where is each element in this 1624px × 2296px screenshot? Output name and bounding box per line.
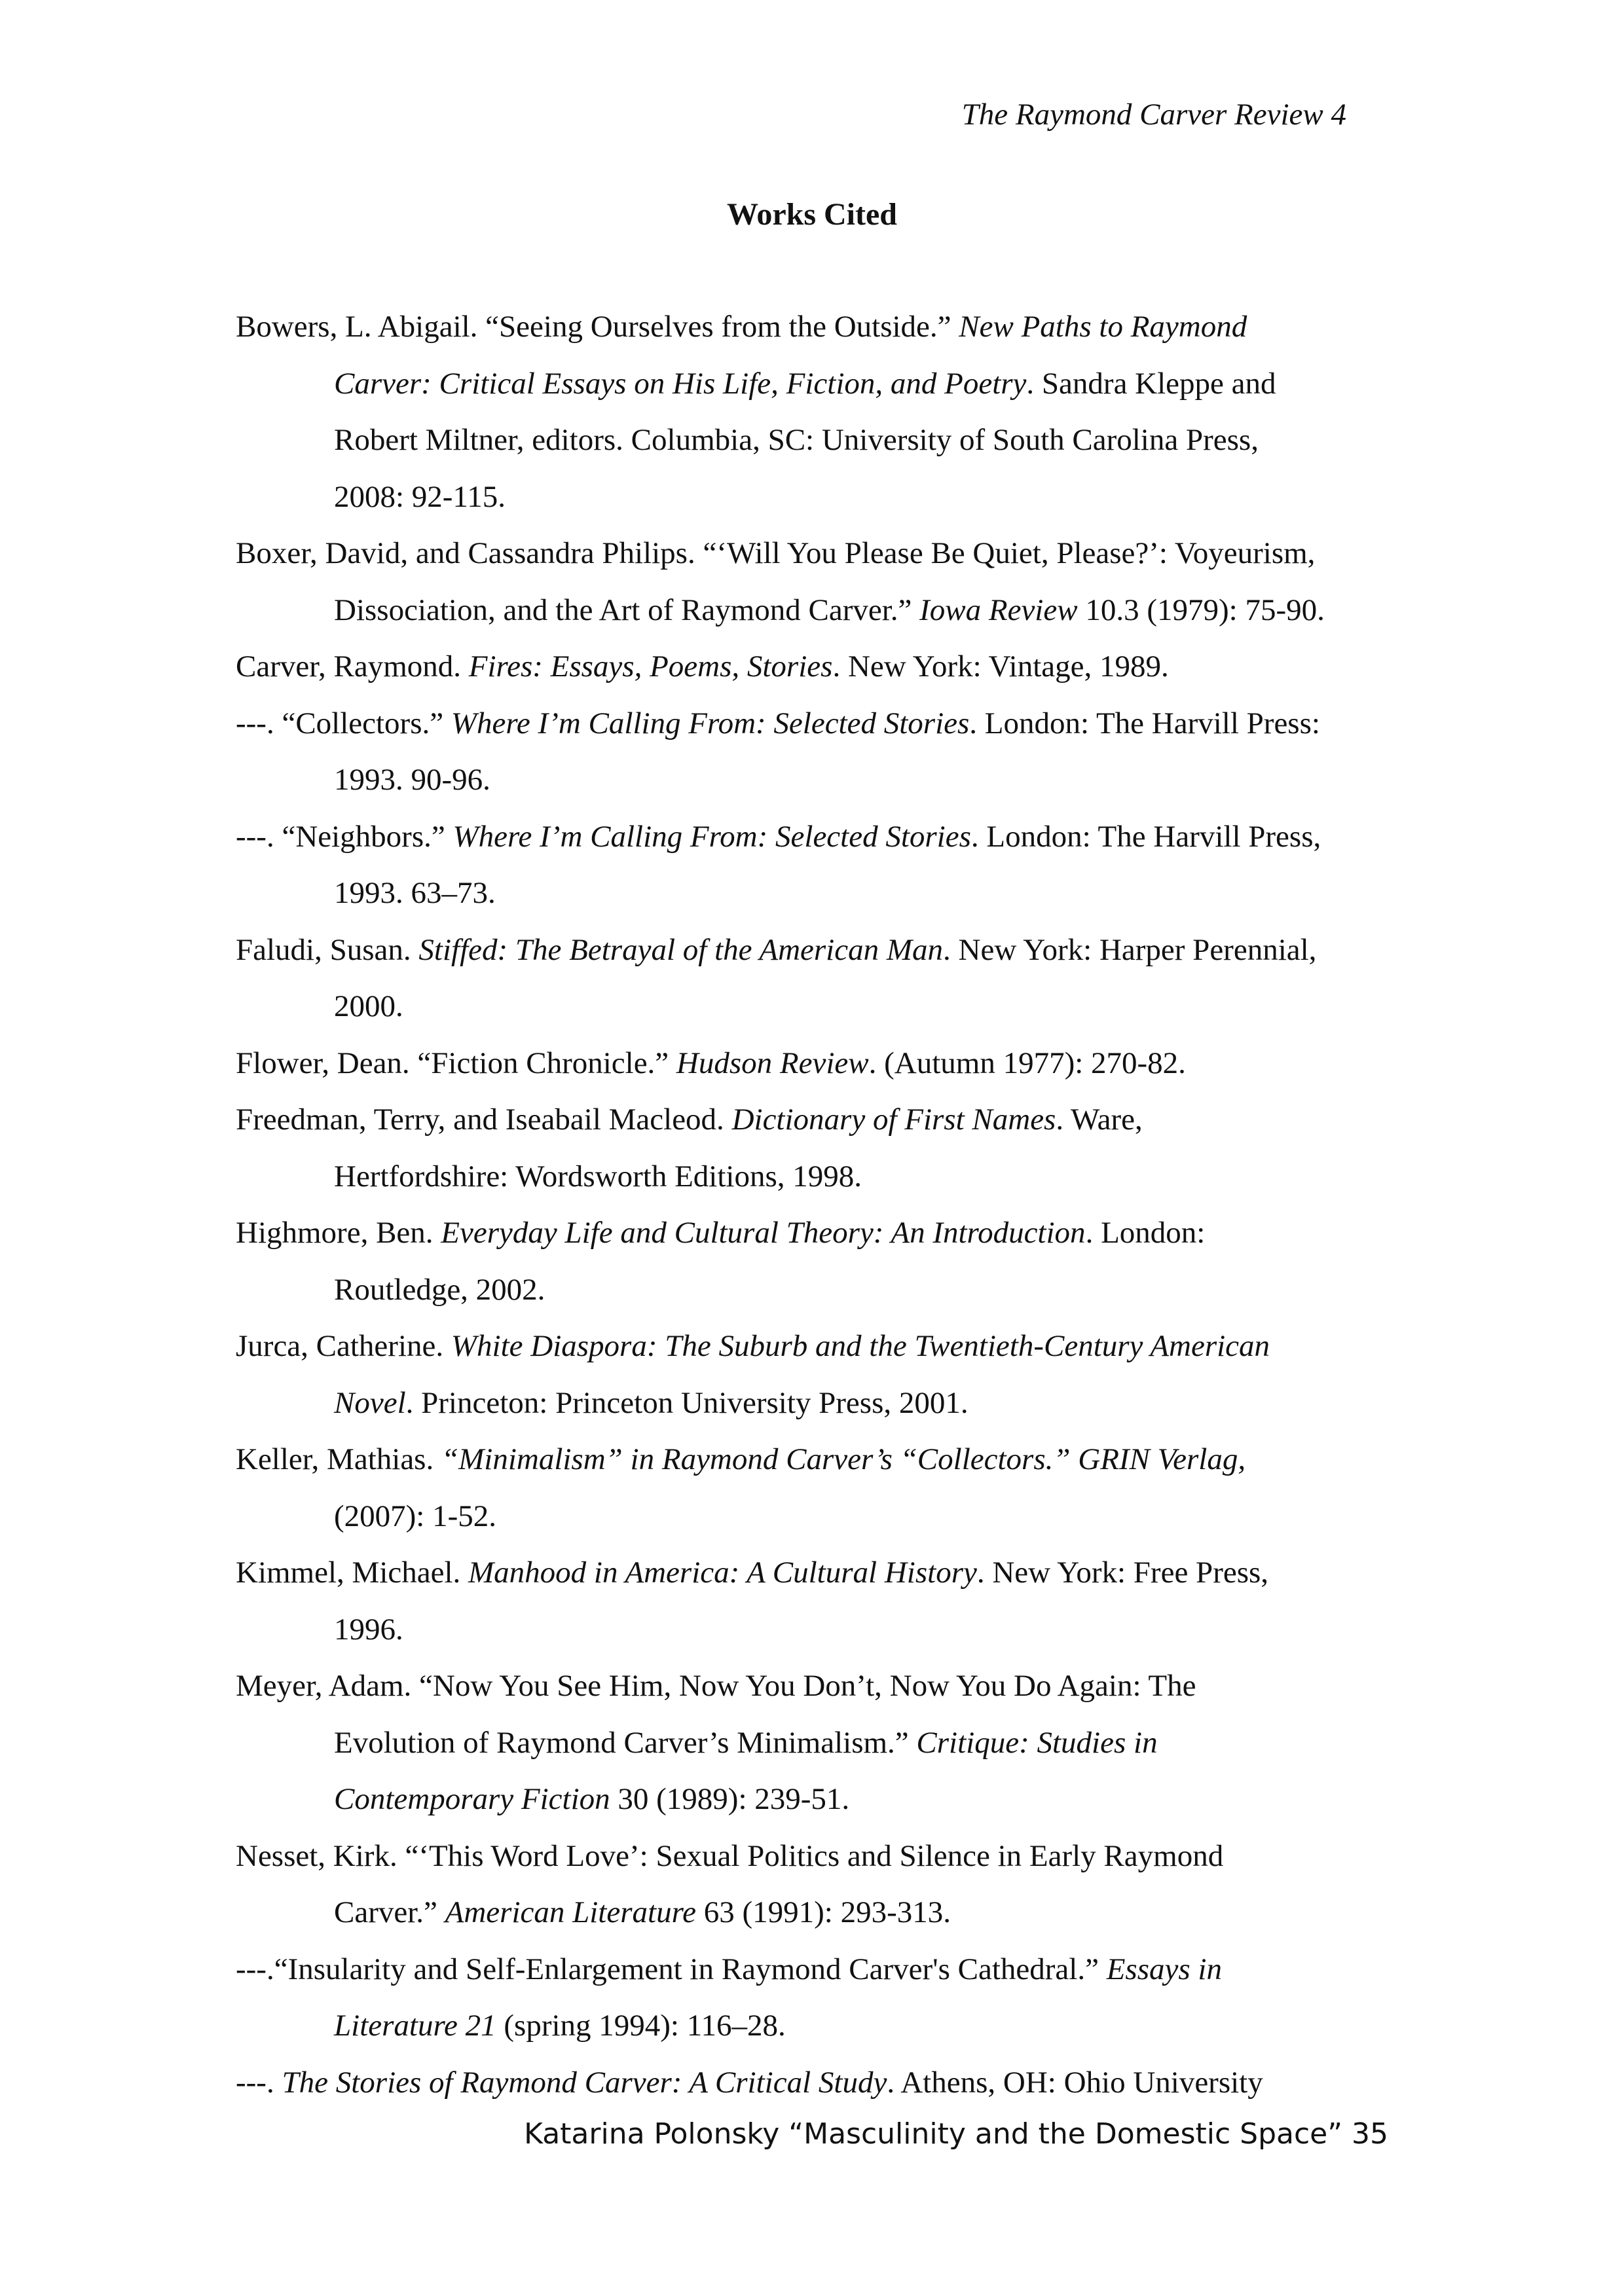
citation-title-text: Literature 21: [334, 2009, 496, 2043]
citation-text: . Ware,: [1056, 1102, 1143, 1137]
section-title: Works Cited: [726, 197, 897, 232]
citation-title-text: Critique: Studies in: [916, 1725, 1158, 1760]
citation-text: ---. “Neighbors.”: [236, 819, 453, 854]
citation-entry: [236, 1941, 1401, 2054]
citation-text: 30 (1989): 239-51.: [610, 1782, 850, 1816]
citation-title-text: Stiffed: The Betrayal of the American Man: [418, 932, 944, 967]
citation-text: Robert Miltner, editors. Columbia, SC: University of South Carolina Press,: [334, 423, 1259, 457]
citation-text: Highmore, Ben.: [236, 1216, 441, 1250]
citation-entry: [236, 1658, 1401, 1828]
citation-entry: [236, 1544, 1401, 1658]
citation-title-text: Essays in: [1106, 1952, 1222, 1986]
citation-entry: [236, 1431, 1401, 1544]
citation-title-text: “Minimalism” in Raymond Carver’s “Collectors.” GRIN Verlag,: [441, 1442, 1246, 1476]
citation-entry: [236, 1828, 1401, 1941]
citation-text: . London: The Harvill Press,: [970, 819, 1321, 854]
citation-entry: [236, 922, 1401, 1035]
citation-text: . Sandra Kleppe and: [1026, 366, 1276, 401]
citation-text: 1993. 63–73.: [334, 876, 496, 910]
citation-text: 63 (1991): 293-313.: [695, 1895, 951, 1929]
citation-text: Carver, Raymond.: [236, 649, 469, 683]
citation-entry: [236, 1091, 1401, 1205]
citation-entry: [236, 638, 1401, 695]
citation-entry: [236, 299, 1401, 525]
citation-text: Dissociation, and the Art of Raymond Carver.”: [334, 592, 920, 627]
citation-entry: [236, 2054, 1401, 2111]
citation-title-text: American Literature: [445, 1895, 696, 1929]
citation-title-text: Dictionary of First Names: [731, 1102, 1056, 1137]
citation-text: Freedman, Terry, and Iseabail Macleod.: [236, 1102, 732, 1137]
citation-text: 1996.: [334, 1612, 403, 1647]
citation-text: Meyer, Adam. “Now You See Him, Now You Don’t, Now You Do Again: The: [236, 1669, 1196, 1703]
citation-title-text: Novel: [334, 1385, 406, 1420]
citation-text: . New York: Harper Perennial,: [943, 932, 1317, 967]
citation-text: Nesset, Kirk. “‘This Word Love’: Sexual Politics and Silence in Early Raymond: [236, 1838, 1224, 1873]
citation-text: Evolution of Raymond Carver’s Minimalism.”: [334, 1725, 917, 1760]
citation-title-text: Fires: Essays, Poems, Stories: [468, 649, 833, 683]
citation-text: Carver.”: [334, 1895, 445, 1929]
citation-text: Faludi, Susan.: [236, 932, 419, 967]
citation-title-text: The Stories of Raymond Carver: A Critical Study: [282, 2065, 887, 2100]
citation-title-text: Everyday Life and Cultural Theory: An Introduction: [441, 1216, 1086, 1250]
citation-text: Bowers, L. Abigail. “Seeing Ourselves from the Outside.”: [236, 310, 959, 344]
citation-text: . London:: [1085, 1216, 1206, 1250]
citation-text: . Athens, OH: Ohio University: [887, 2065, 1263, 2100]
citation-text: . New York: Vintage, 1989.: [832, 649, 1169, 683]
citation-text: 1993. 90-96.: [334, 763, 490, 797]
citation-text: . Princeton: Princeton University Press, 2001.: [405, 1385, 969, 1420]
citation-text: (spring 1994): 116–28.: [496, 2009, 786, 2043]
citation-title-text: Where I’m Calling From: Selected Stories: [451, 706, 970, 740]
works-cited-list: [236, 299, 1401, 2111]
citation-text: Hertfordshire: Wordsworth Editions, 1998.: [334, 1159, 862, 1194]
running-header: The Raymond Carver Review 4: [961, 98, 1346, 132]
citation-text: 10.3 (1979): 75-90.: [1077, 592, 1325, 627]
citation-text: Routledge, 2002.: [334, 1272, 545, 1307]
citation-text: (2007): 1-52.: [334, 1499, 497, 1533]
citation-title-text: White Diaspora: The Suburb and the Twentieth-Century American: [451, 1329, 1270, 1363]
citation-text: Boxer, David, and Cassandra Philips. “‘Will You Please Be Quiet, Please?’: Voyeurism,: [236, 536, 1316, 570]
citation-text: Kimmel, Michael.: [236, 1556, 469, 1590]
citation-entry: [236, 525, 1401, 638]
citation-title-text: Manhood in America: A Cultural History: [468, 1556, 977, 1590]
citation-entry: [236, 1205, 1401, 1318]
citation-text: . (Autumn 1977): 270-82.: [868, 1046, 1186, 1080]
citation-text: ---. “Collectors.”: [236, 706, 451, 740]
citation-entry: [236, 1318, 1401, 1431]
citation-text: ---.: [236, 2065, 282, 2100]
page-footer: Katarina Polonsky “Masculinity and the Domestic Space” 35: [524, 2117, 1388, 2151]
citation-text: Flower, Dean. “Fiction Chronicle.”: [236, 1046, 676, 1080]
citation-entry: [236, 695, 1401, 809]
citation-title-text: Carver: Critical Essays on His Life, Fiction, and Poetry: [334, 366, 1027, 401]
citation-text: 2000.: [334, 989, 403, 1023]
citation-title-text: Iowa Review: [919, 592, 1078, 627]
citation-title-text: Where I’m Calling From: Selected Stories: [452, 819, 971, 854]
citation-text: ---.“Insularity and Self-Enlargement in Raymond Carver's Cathedral.”: [236, 1952, 1107, 1986]
citation-text: . London: The Harvill Press:: [969, 706, 1320, 740]
citation-text: . New York: Free Press,: [976, 1556, 1269, 1590]
citation-text: Jurca, Catherine.: [236, 1329, 451, 1363]
citation-entry: [236, 809, 1401, 922]
citation-title-text: New Paths to Raymond: [959, 310, 1247, 344]
citation-title-text: Hudson Review: [676, 1046, 869, 1080]
citation-text: 2008: 92-115.: [334, 479, 506, 514]
citation-entry: [236, 1035, 1401, 1092]
citation-text: Keller, Mathias.: [236, 1442, 441, 1476]
citation-title-text: Contemporary Fiction: [334, 1782, 610, 1816]
